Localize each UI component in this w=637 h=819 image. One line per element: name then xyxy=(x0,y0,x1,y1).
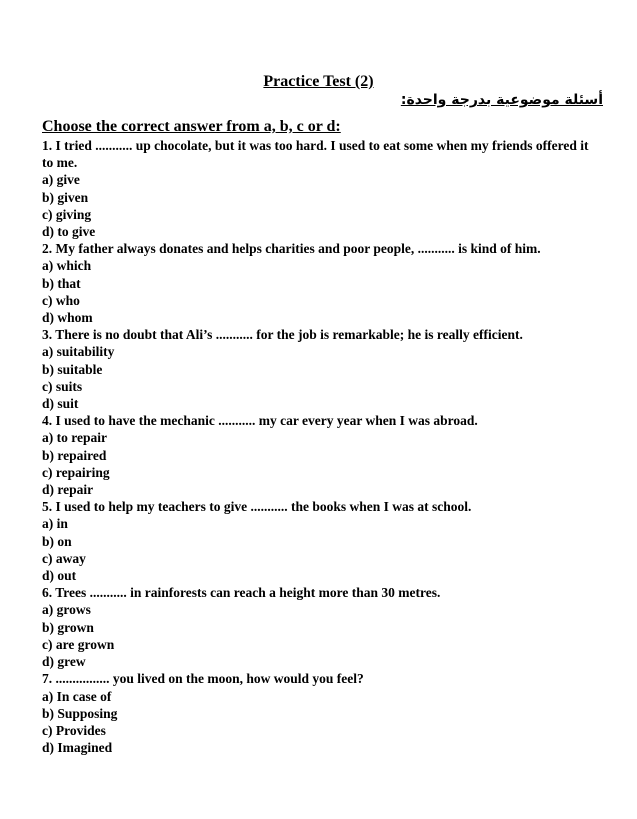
option-d: d) suit xyxy=(42,396,79,412)
option-b: b) grown xyxy=(42,619,94,635)
option-c: c) Provides xyxy=(42,722,106,738)
option-c: c) giving xyxy=(42,206,92,222)
option-d: d) Imagined xyxy=(42,740,113,756)
option-b: b) that xyxy=(42,275,81,291)
option-d: d) whom xyxy=(42,310,93,326)
option-c: c) repairing xyxy=(42,464,110,480)
question-stem: 5. I used to help my teachers to give ........... the books when I was at school. xyxy=(42,499,472,515)
option-d: d) out xyxy=(42,568,77,584)
option-d: d) grew xyxy=(42,654,86,670)
question-stem: 7. ................ you lived on the moon, how would you feel? xyxy=(42,671,364,687)
option-a: a) suitability xyxy=(42,344,115,360)
question-1 xyxy=(42,137,602,240)
option-c: c) away xyxy=(42,550,86,566)
option-a: a) In case of xyxy=(42,688,112,704)
arabic-heading: أسئلة موضوعية بدرجة واحدة: xyxy=(400,92,603,108)
question-stem: 2. My father always donates and helps charities and poor people, ........... is kind of him. xyxy=(42,241,541,257)
instruction-heading: Choose the correct answer from a, b, c or d: xyxy=(42,118,341,135)
page-title: Practice Test (2) xyxy=(263,73,374,90)
option-a: a) which xyxy=(42,258,92,274)
option-a: a) in xyxy=(42,516,68,532)
question-5 xyxy=(42,498,602,584)
option-c: c) suits xyxy=(42,378,83,394)
option-c: c) are grown xyxy=(42,636,115,652)
option-a: a) grows xyxy=(42,602,91,618)
question-stem: 3. There is no doubt that Ali’s ........... for the job is remarkable; he is really efficient. xyxy=(42,327,523,343)
option-b: b) suitable xyxy=(42,361,103,377)
option-d: d) to give xyxy=(42,224,96,240)
option-b: b) given xyxy=(42,189,89,205)
question-stem: 6. Trees ........... in rainforests can reach a height more than 30 metres. xyxy=(42,585,441,601)
option-b: b) repaired xyxy=(42,447,107,463)
option-a: a) give xyxy=(42,172,80,188)
question-4 xyxy=(42,412,602,498)
question-3 xyxy=(42,326,602,412)
option-b: b) on xyxy=(42,533,72,549)
question-stem: 1. I tried ........... up chocolate, but it was too hard. I used to eat some when my friends offered it to me. xyxy=(42,138,589,171)
question-7 xyxy=(42,670,602,756)
option-d: d) repair xyxy=(42,482,94,498)
questions-list xyxy=(42,137,602,756)
option-b: b) Supposing xyxy=(42,705,118,721)
question-stem: 4. I used to have the mechanic ........... my car every year when I was abroad. xyxy=(42,413,478,429)
question-6 xyxy=(42,584,602,670)
question-2 xyxy=(42,240,602,326)
option-a: a) to repair xyxy=(42,430,107,446)
option-c: c) who xyxy=(42,292,80,308)
